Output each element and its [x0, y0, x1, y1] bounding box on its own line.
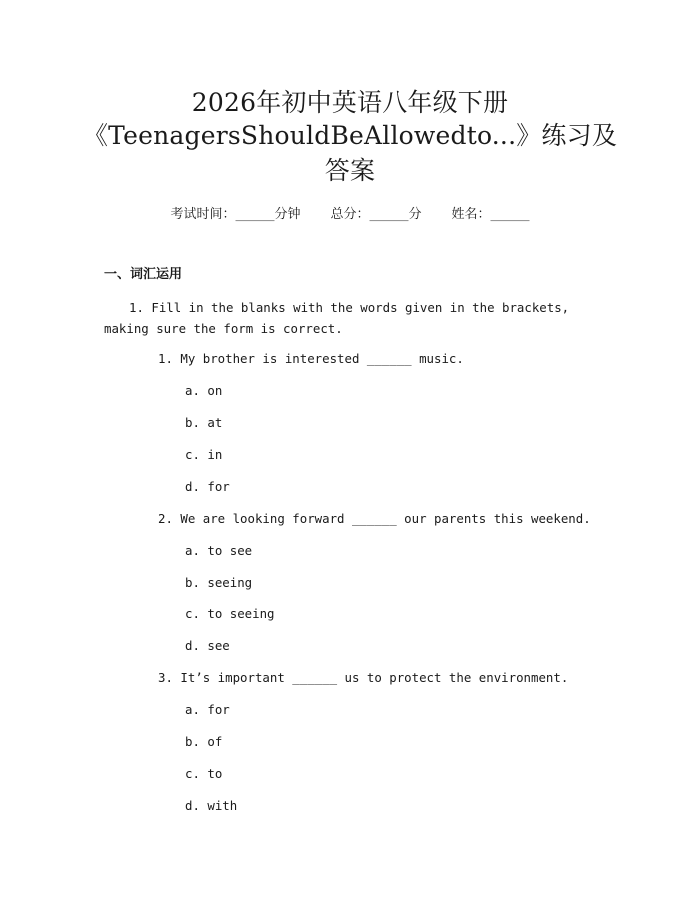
answer-option: a. to see — [185, 543, 253, 558]
answer-option: b. seeing — [185, 575, 253, 590]
answer-option: d. see — [185, 638, 230, 653]
section-instruction: 1. Fill in the blanks with the words given in the brackets, making sure the form is correct. — [104, 300, 570, 336]
answer-option: d. with — [185, 798, 238, 813]
answer-option: a. on — [185, 383, 223, 398]
answer-option: b. at — [185, 415, 223, 430]
answer-option: b. of — [185, 734, 223, 749]
total-score-field: 总分：______分 — [330, 207, 422, 222]
answer-option: d. for — [185, 479, 230, 494]
answer-option: c. to seeing — [185, 606, 275, 621]
page-title-line-3: 答案 — [324, 156, 376, 185]
exam-info-row — [0, 206, 700, 224]
answer-option: c. to — [185, 766, 223, 781]
page-title-line-2: 《TeenagersShouldBeAllowedto...》练习及 — [82, 121, 618, 150]
student-name-field: 姓名：______ — [451, 207, 530, 222]
section-heading: 一、词汇运用 — [104, 267, 183, 282]
answer-option: a. for — [185, 702, 230, 717]
answer-option: c. in — [185, 447, 223, 462]
question-text: 3. It’s important ______ us to protect the environment. — [158, 670, 569, 685]
question-text: 2. We are looking forward ______ our parents this weekend. — [158, 511, 591, 526]
exam-time-field: 考试时间：______分钟 — [170, 207, 301, 222]
page-title-line-1: 2026年初中英语八年级下册 — [191, 88, 509, 117]
question-text: 1. My brother is interested ______ music. — [158, 351, 464, 366]
